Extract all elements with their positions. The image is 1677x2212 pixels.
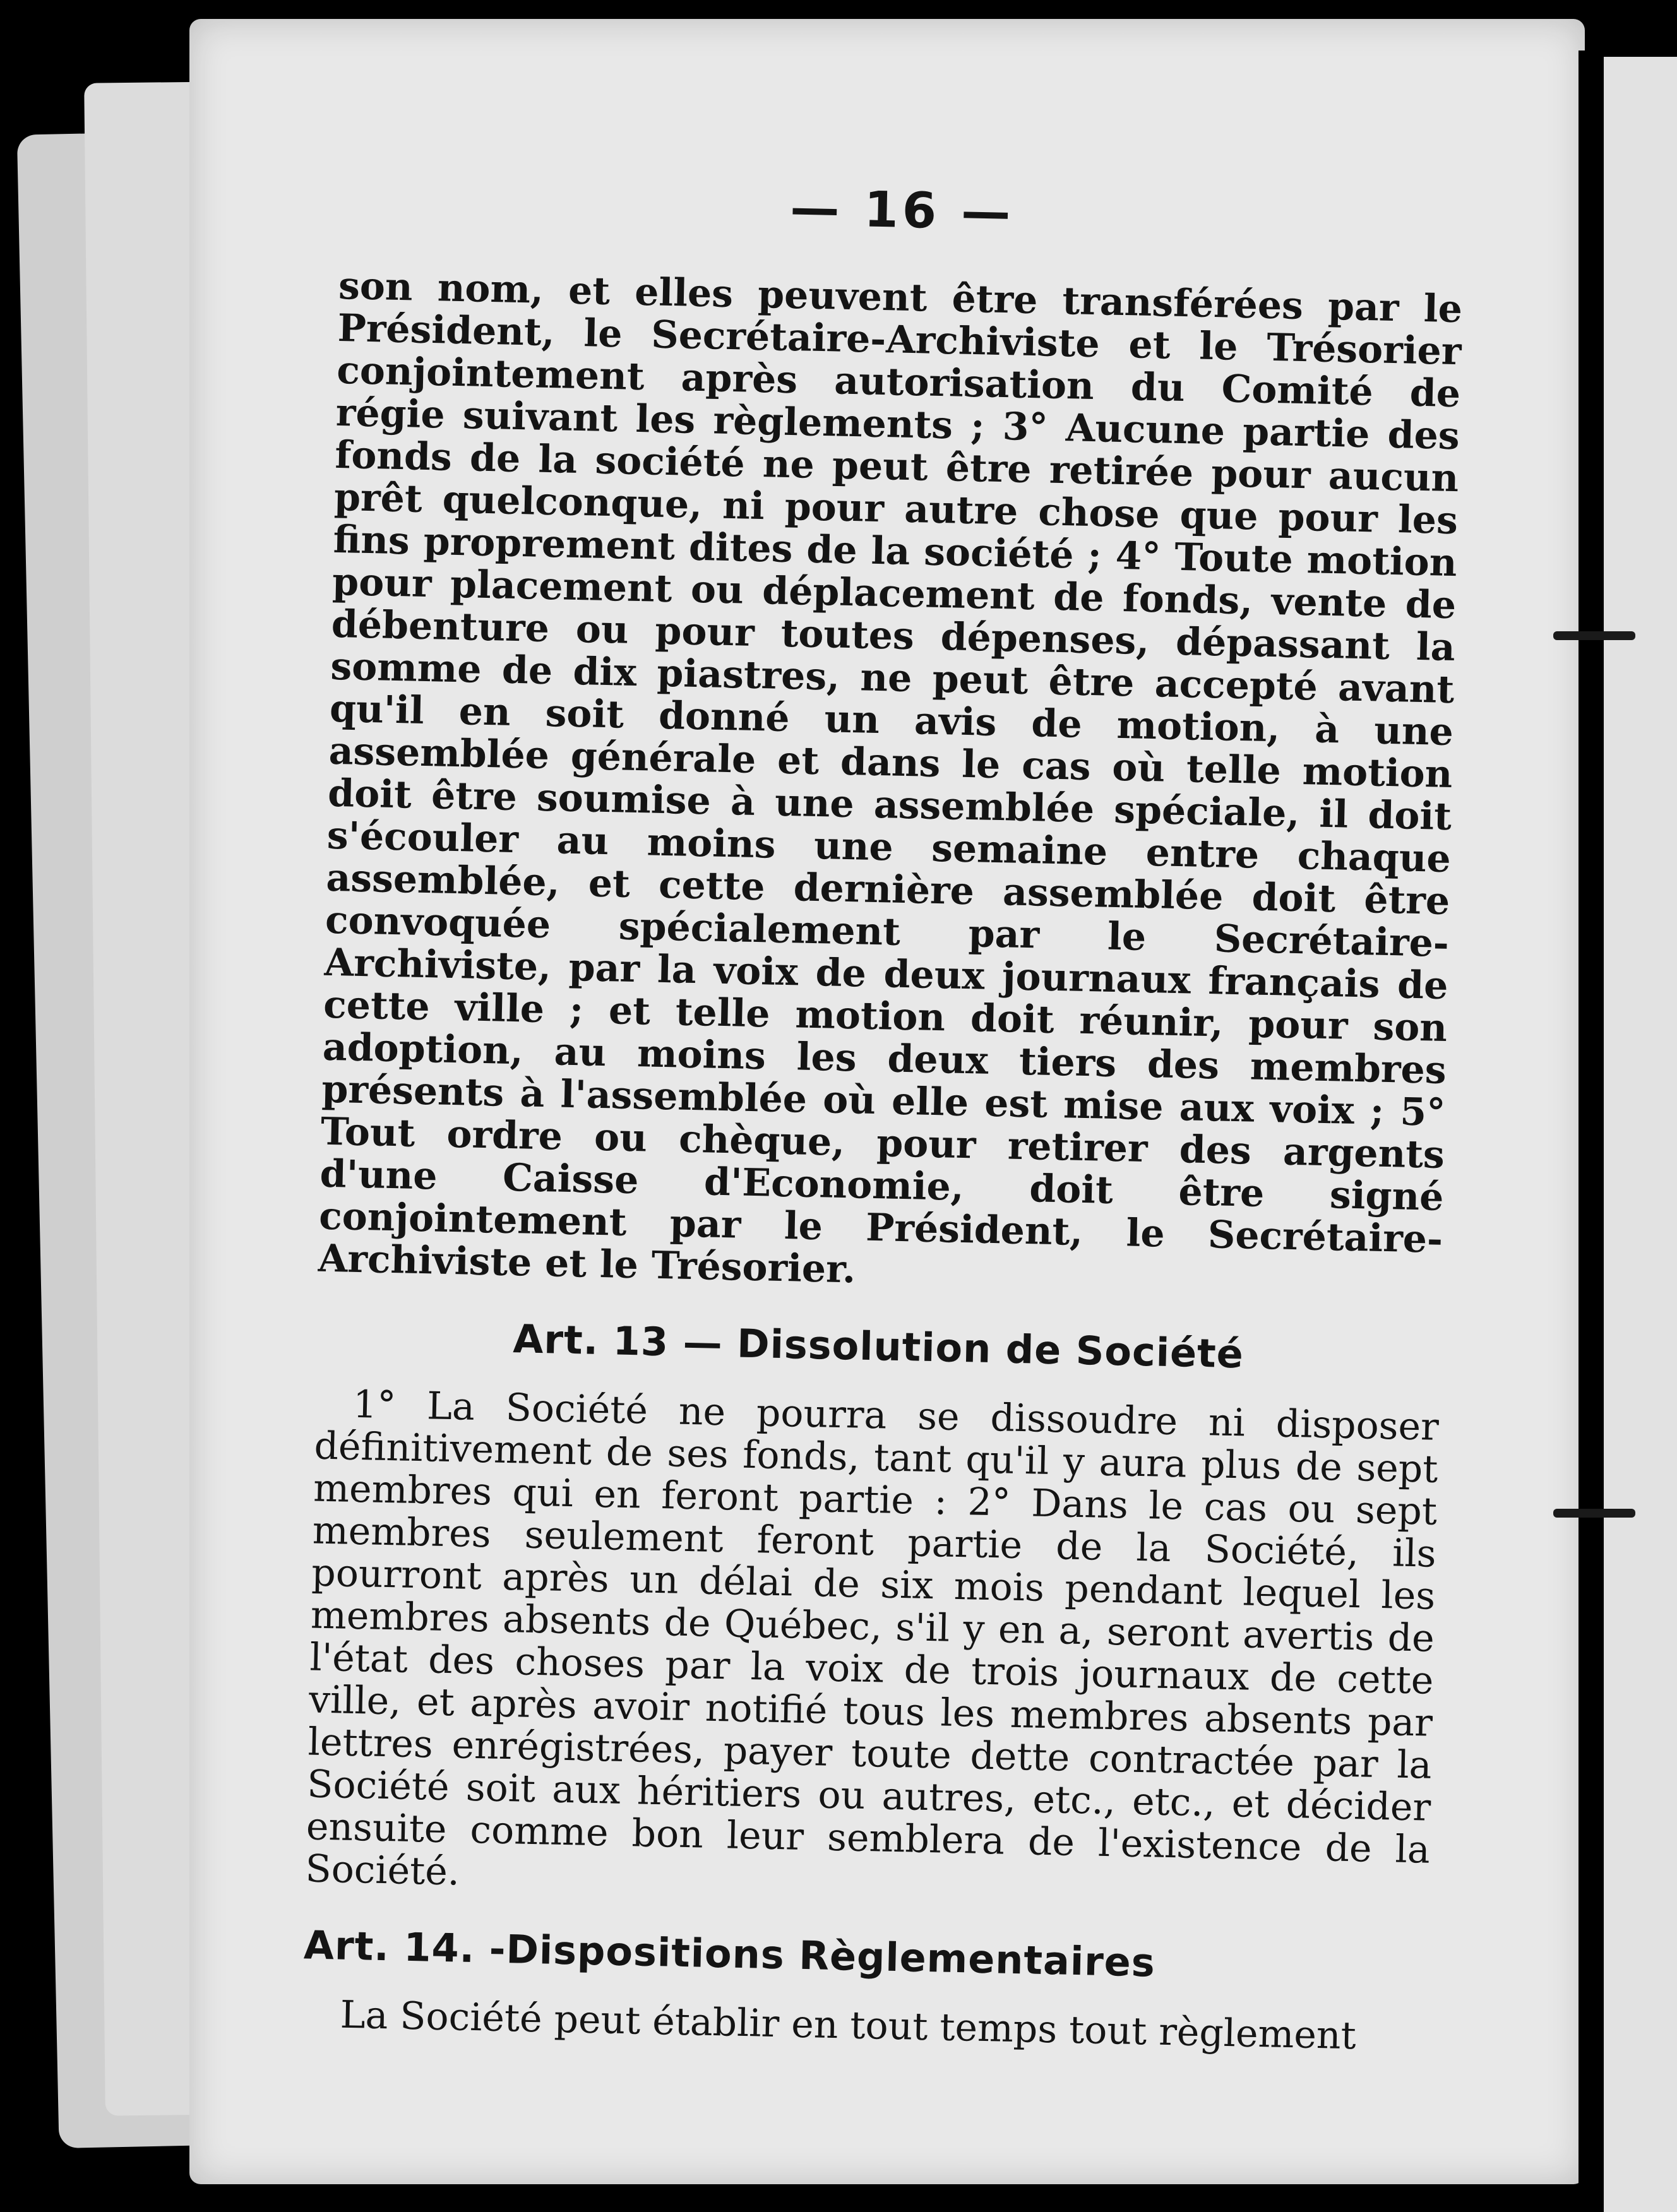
facing-page-edge: [1597, 57, 1677, 2212]
article-13-paragraph: [305, 1383, 1439, 1914]
article-13-text: 1° La Société ne pourra se dissoudre ni disposer définitivement de ses fonds, tant qu'il y aura plus de sept membres qui en feront partie : 2° Dans le cas ou sept membres seulement feront partie de la Société, ils pourront après un délai de six mois pendant lequel les membres absents de Québec, s'il y en a, seront avertis de l'état des choses par la voix de trois journaux de cette ville, et après avoir notifié tous les membres absents par lettres enrégistrées, payer toute dette contractée par la Société soit aux héritiers ou autres, etc., etc., et décider ensuite comme bon leur semblera de l'existence de la Société.: [304, 1382, 1440, 1894]
page-text: [302, 170, 1464, 2059]
book-binding: [1579, 51, 1604, 2212]
indent: [302, 2026, 340, 2027]
binding-stitch: [1553, 1509, 1635, 1518]
article-14-text: La Société peut établir en tout temps tout règlement: [340, 1992, 1357, 2059]
continuation-paragraph: son nom, et elles peuvent être transférées par le Président, le Secrétaire-Archiviste et le Trésorier conjointement après autorisation du Comité de régie suivant les règlements ; 3° Aucune partie des fonds de la société ne peut être retirée pour aucun prêt quelconque, ni pour autre chose que pour les fins proprement dites de la société ; 4° Toute motion pour placement ou déplacement de fonds, vente de débenture ou pour toutes dépenses, dépassant la somme de dix piastres, ne peut être accepté avant qu'il en soit donné un avis de motion, à une assemblée générale et dans le cas où telle motion doit être soumise à une assemblée spéciale, il doit s'écouler au moins une semaine entre chaque assemblée, et cette dernière assemblée doit être convoquée spécialement par le Secrétaire-Archiviste, par la voix de deux journaux français de cette ville ; et telle motion doit réunir, pour son adoption, au moins les deux tiers des membres présents à l'assemblée où elle est mise aux voix ; 5° Tout ordre ou chèque, pour retirer des argents d'une Caisse d'Economie, doit être signé conjointement par le Président, le Secrétaire-Archiviste et le Trésorier.: [318, 263, 1463, 1292]
article-14-heading: Art. 14. -Dispositions Règlementaires: [303, 1922, 1156, 1986]
article-13-heading: Art. 13 — Dissolution de Société: [512, 1316, 1244, 1377]
page-number: — 16 —: [789, 179, 1015, 242]
binding-stitch: [1553, 631, 1635, 640]
